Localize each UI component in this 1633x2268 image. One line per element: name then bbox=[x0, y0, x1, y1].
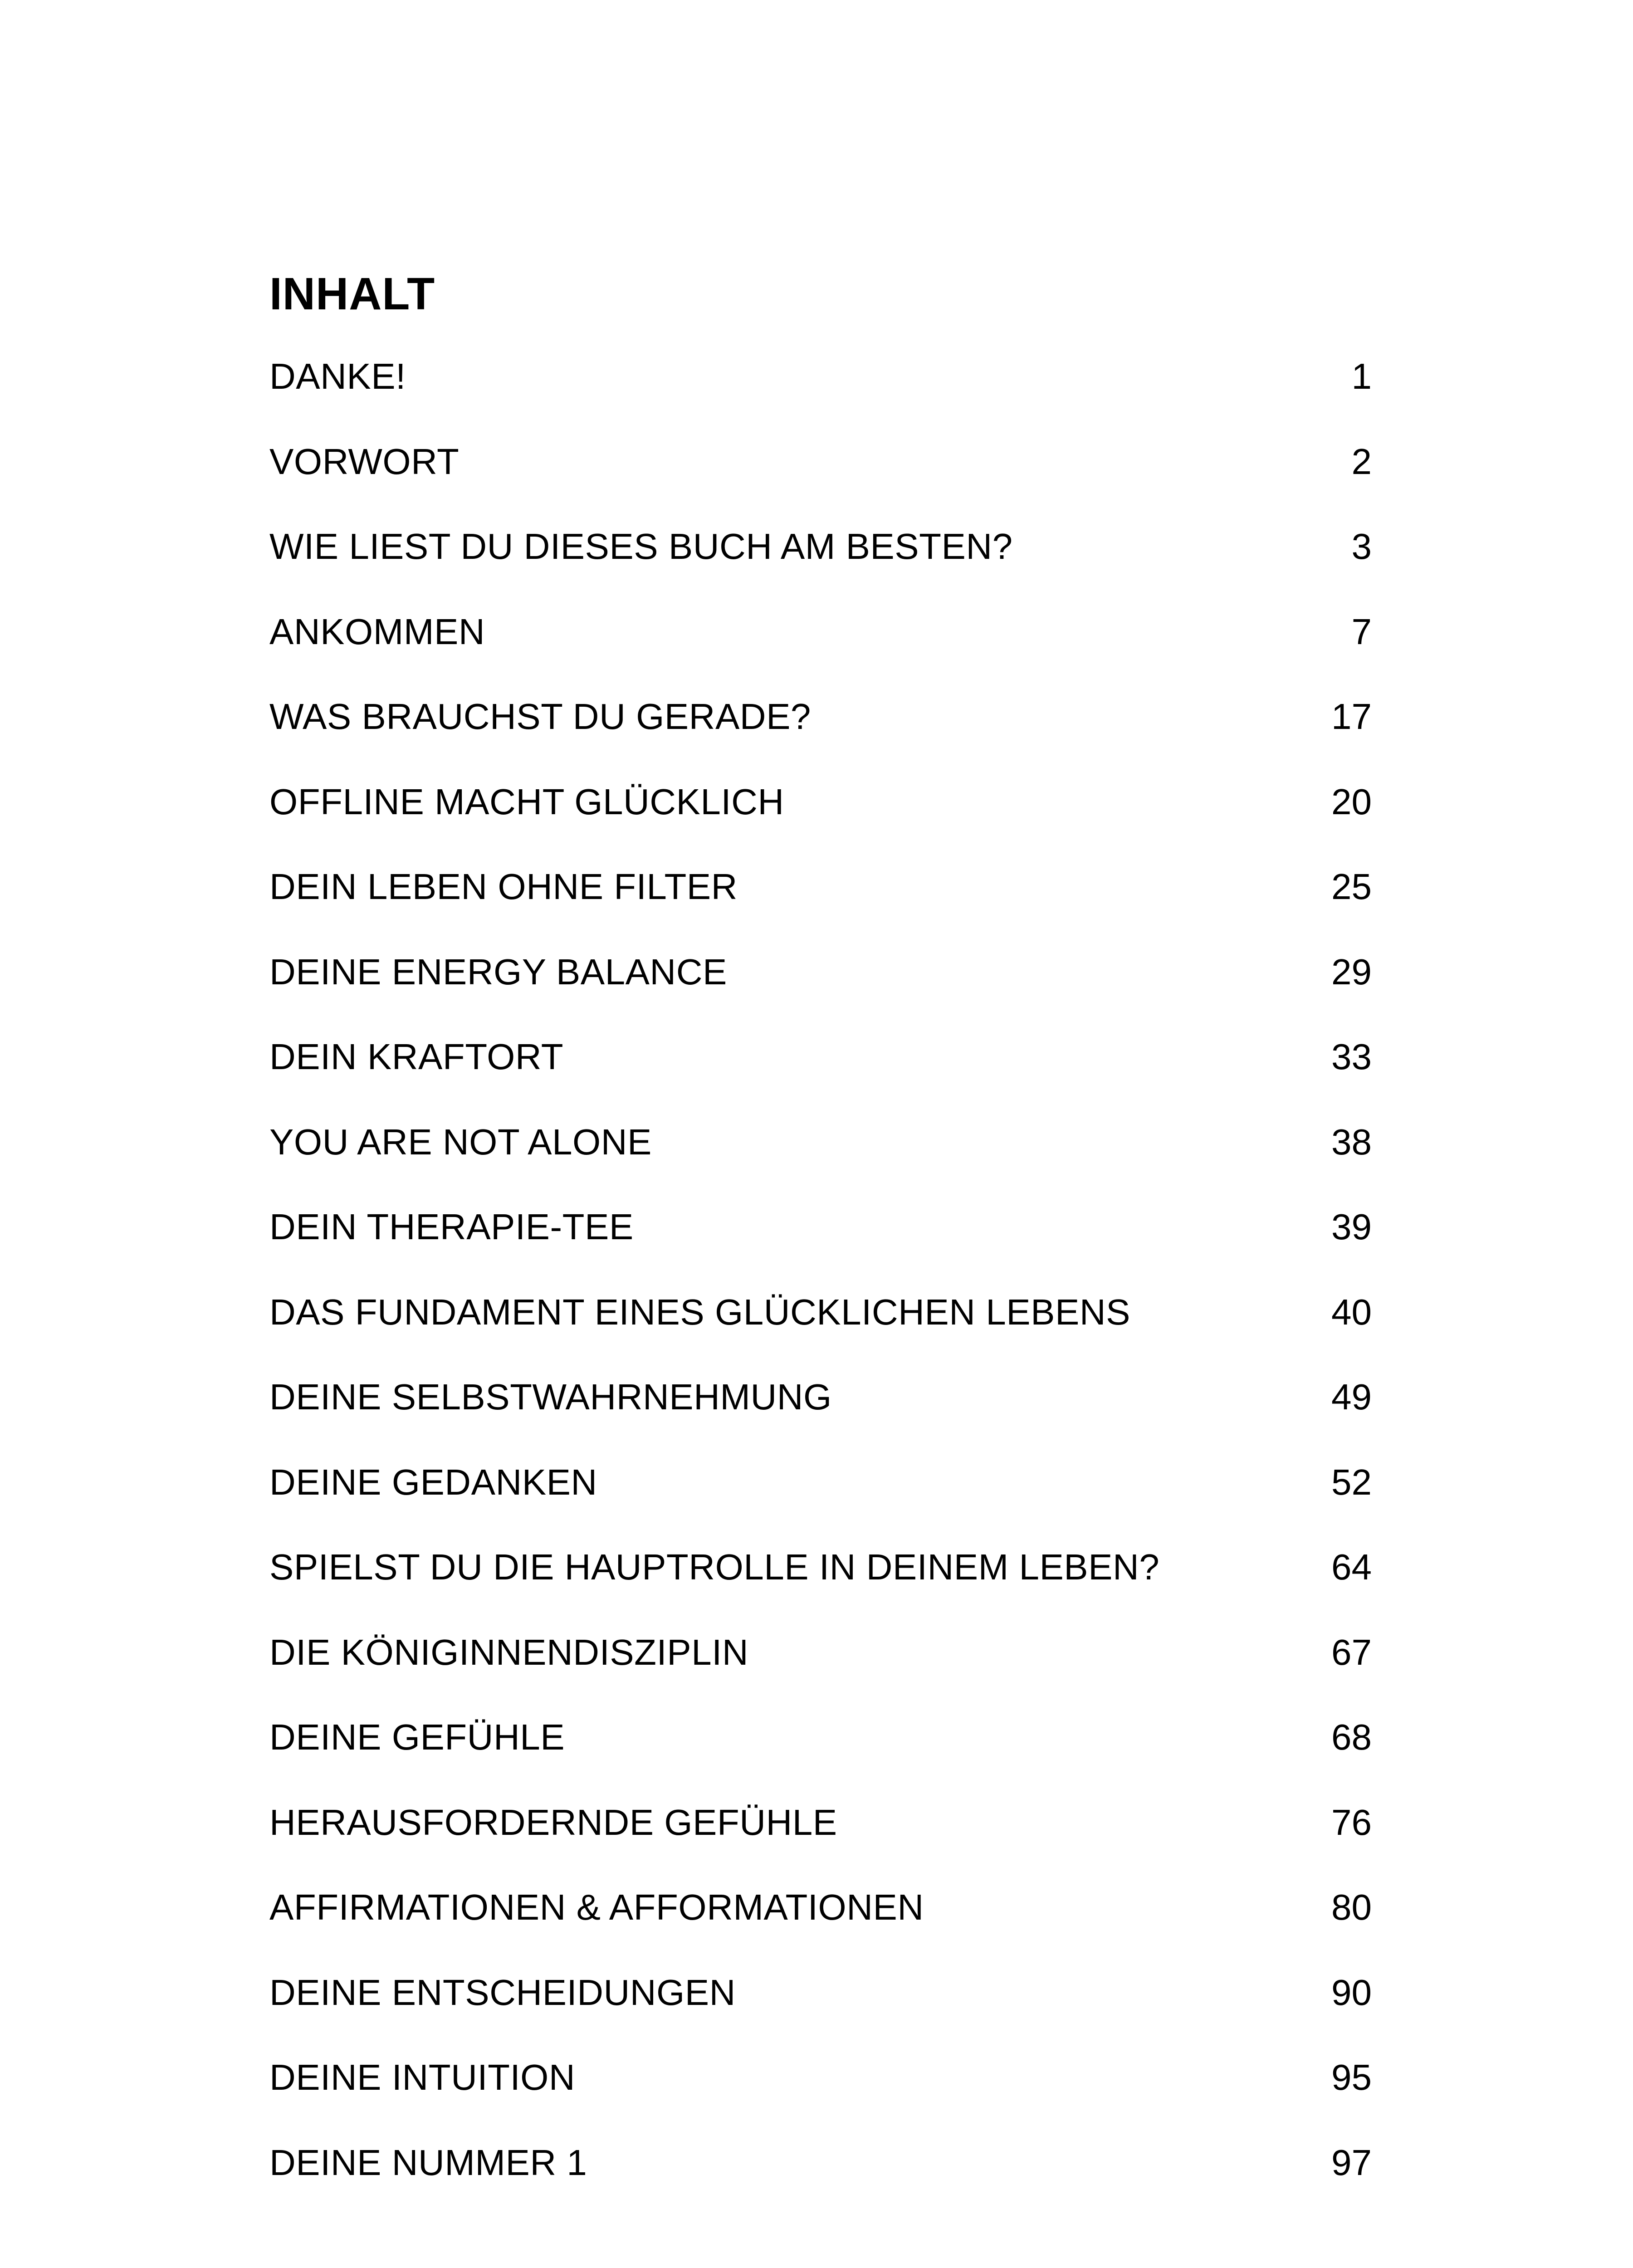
toc-entry-label: DEINE ENTSCHEIDUNGEN bbox=[269, 1972, 736, 2013]
toc-entry-label: DANKE! bbox=[269, 356, 406, 396]
toc-entry-label: SPIELST DU DIE HAUPTROLLE IN DEINEM LEBEN? bbox=[269, 1547, 1160, 1587]
toc-entry-page-number: 76 bbox=[1331, 1802, 1372, 1843]
toc-entry bbox=[269, 866, 1372, 954]
toc-list bbox=[269, 358, 1372, 2229]
toc-entry-page-number: 17 bbox=[1331, 696, 1372, 737]
toc-entry bbox=[269, 1634, 1372, 1720]
toc-entry-page-number: 80 bbox=[1331, 1887, 1372, 1927]
toc-entry bbox=[269, 696, 1372, 784]
toc-entry-label: DEINE GEDANKEN bbox=[269, 1461, 597, 1502]
toc-entry-page-number: 95 bbox=[1331, 2057, 1372, 2097]
toc-entry-label: VORWORT bbox=[269, 441, 460, 482]
toc-entry-label: WAS BRAUCHST DU GERADE? bbox=[269, 696, 811, 737]
toc-entry-page-number: 68 bbox=[1331, 1717, 1372, 1757]
toc-entry-label: DEINE NUMMER 1 bbox=[269, 2142, 587, 2183]
toc-entry-page-number: 64 bbox=[1331, 1547, 1372, 1587]
toc-entry-page-number: 49 bbox=[1331, 1377, 1372, 1417]
toc-entry-page-number: 7 bbox=[1351, 611, 1372, 652]
toc-entry bbox=[269, 528, 1372, 614]
toc-entry-page-number: 2 bbox=[1351, 441, 1372, 482]
toc-entry-page-number: 39 bbox=[1331, 1207, 1372, 1247]
toc-entry-label: DEIN THERAPIE-TEE bbox=[269, 1207, 634, 1247]
toc-entry bbox=[269, 1379, 1372, 1464]
toc-entry-page-number: 97 bbox=[1331, 2142, 1372, 2183]
toc-entry-label: DEINE ENERGY BALANCE bbox=[269, 951, 727, 992]
toc-entry bbox=[269, 1209, 1372, 1294]
toc-entry bbox=[269, 1804, 1372, 1890]
toc-entry bbox=[269, 1461, 1372, 1549]
toc-entry-page-number: 52 bbox=[1331, 1461, 1372, 1502]
toc-entry-page-number: 90 bbox=[1331, 1972, 1372, 2013]
toc-entry bbox=[269, 1889, 1372, 1975]
toc-entry bbox=[269, 951, 1372, 1039]
toc-entry-page-number: 67 bbox=[1331, 1632, 1372, 1672]
toc-entry bbox=[269, 2059, 1372, 2145]
toc-entry bbox=[269, 1719, 1372, 1804]
toc-entry-label: DEIN KRAFTORT bbox=[269, 1036, 564, 1077]
toc-entry-page-number: 3 bbox=[1351, 526, 1372, 567]
toc-entry bbox=[269, 611, 1372, 699]
toc-entry bbox=[269, 1549, 1372, 1634]
toc-entry bbox=[269, 1291, 1372, 1379]
toc-entry-label: DEINE GEFÜHLE bbox=[269, 1717, 565, 1757]
toc-title: INHALT bbox=[269, 269, 435, 319]
toc-entry bbox=[269, 441, 1372, 529]
toc-entry-page-number: 20 bbox=[1331, 781, 1372, 822]
toc-entry-label: WIE LIEST DU DIESES BUCH AM BESTEN? bbox=[269, 526, 1013, 567]
toc-entry bbox=[269, 1036, 1372, 1124]
toc-entry-page-number: 25 bbox=[1331, 866, 1372, 907]
toc-entry-label: YOU ARE NOT ALONE bbox=[269, 1121, 652, 1162]
toc-entry bbox=[269, 781, 1372, 869]
toc-entry-page-number: 33 bbox=[1331, 1036, 1372, 1077]
toc-entry-label: DEINE INTUITION bbox=[269, 2057, 576, 2097]
toc-entry-label: OFFLINE MACHT GLÜCKLICH bbox=[269, 781, 784, 822]
toc-entry bbox=[269, 358, 1372, 444]
toc-entry bbox=[269, 1121, 1372, 1209]
toc-entry-label: DEIN LEBEN OHNE FILTER bbox=[269, 866, 738, 907]
toc-entry-page-number: 40 bbox=[1331, 1291, 1372, 1332]
toc-entry-label: DIE KÖNIGINNENDISZIPLIN bbox=[269, 1632, 749, 1672]
toc-entry bbox=[269, 1972, 1372, 2060]
toc-entry-page-number: 38 bbox=[1331, 1121, 1372, 1162]
toc-entry-page-number: 1 bbox=[1351, 356, 1372, 396]
toc-entry-page-number: 29 bbox=[1331, 951, 1372, 992]
toc-entry-label: HERAUSFORDERNDE GEFÜHLE bbox=[269, 1802, 837, 1843]
toc-entry-label: AFFIRMATIONEN & AFFORMATIONEN bbox=[269, 1887, 924, 1927]
toc-entry-label: DAS FUNDAMENT EINES GLÜCKLICHEN LEBENS bbox=[269, 1291, 1130, 1332]
toc-entry-label: ANKOMMEN bbox=[269, 611, 485, 652]
toc-entry bbox=[269, 2142, 1372, 2230]
toc-entry-label: DEINE SELBSTWAHRNEHMUNG bbox=[269, 1377, 832, 1417]
